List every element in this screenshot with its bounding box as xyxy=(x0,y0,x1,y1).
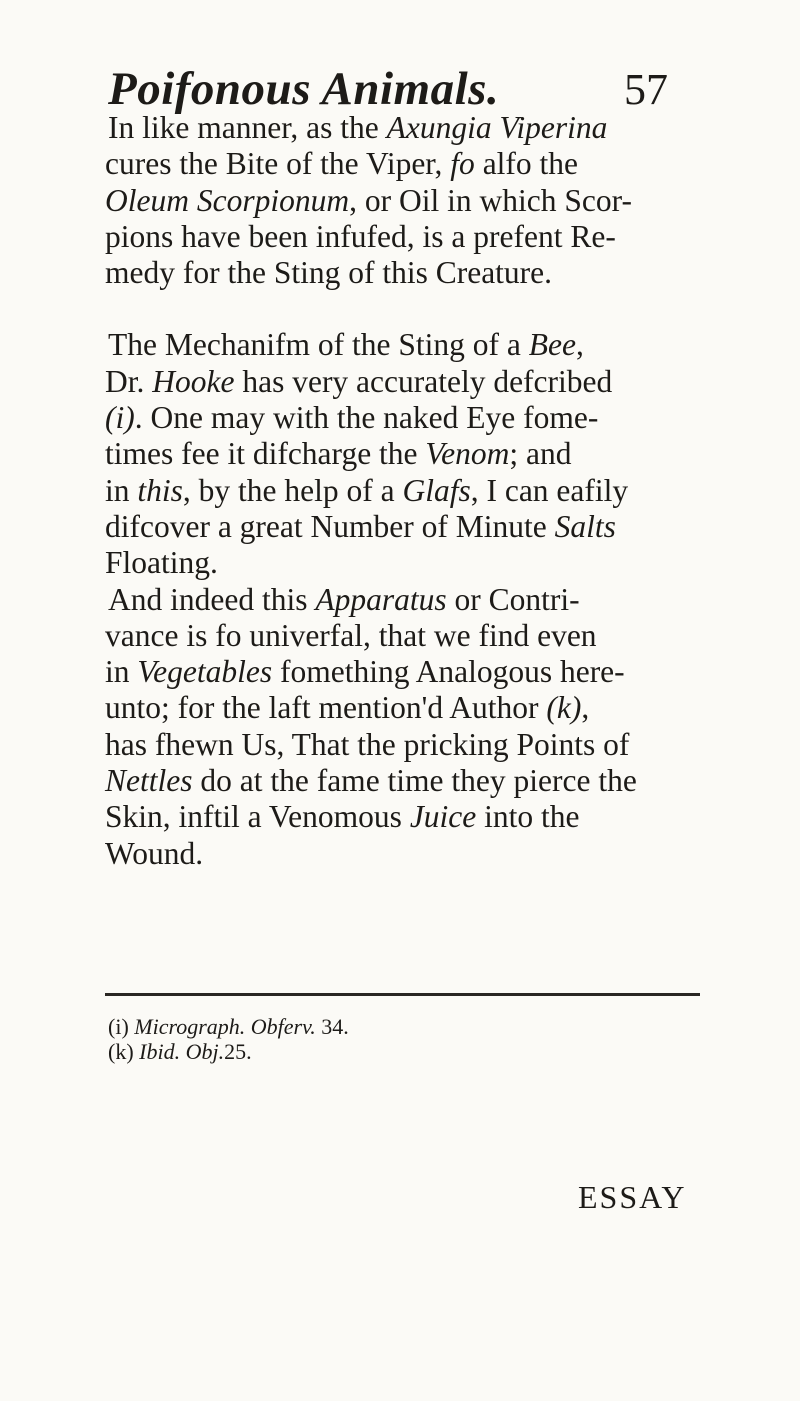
text-run: (i) xyxy=(108,1014,135,1039)
text-run: , by the help of a xyxy=(182,472,403,508)
footnote xyxy=(108,1039,349,1064)
italic-text: Bee xyxy=(528,327,576,363)
italic-text: Micrograph. Obferv. xyxy=(134,1014,316,1039)
italic-text: (i) xyxy=(105,400,135,436)
body-text xyxy=(105,110,700,872)
paragraph xyxy=(105,582,700,872)
text-line xyxy=(105,618,700,654)
text-line xyxy=(105,146,700,182)
text-run: in xyxy=(105,654,138,690)
text-run: Skin, inftil a Venomous xyxy=(105,799,410,835)
text-line xyxy=(105,509,700,545)
paragraph-spacer xyxy=(105,291,700,327)
italic-text: Salts xyxy=(554,508,616,544)
text-run: Wound. xyxy=(105,835,204,871)
text-line xyxy=(105,654,700,690)
text-run: has fhewn Us, That the pricking Points of xyxy=(105,726,630,762)
footnote xyxy=(108,1014,349,1039)
italic-text: Oleum Scorpionum xyxy=(105,182,350,218)
text-run: vance is fo univerfal, that we find even xyxy=(105,617,597,653)
footnotes xyxy=(108,1014,349,1064)
text-run: , xyxy=(575,327,584,363)
italic-text: Vegetables xyxy=(137,654,273,690)
paragraph xyxy=(105,327,700,581)
text-run: medy for the Sting of this Creature. xyxy=(105,255,553,291)
text-run: fomething Analogous here- xyxy=(272,654,625,690)
text-run: cures the Bite of the Viper, xyxy=(105,146,451,182)
text-run: has very accurately defcribed xyxy=(234,363,613,399)
running-title: Poifonous Animals. xyxy=(108,63,500,115)
text-run: , xyxy=(581,690,590,726)
text-run: In like manner, as the xyxy=(108,110,387,145)
text-run: unto; for the laft mention'd Author xyxy=(105,690,547,726)
catchword: ESSAY xyxy=(578,1179,687,1215)
text-run: 34. xyxy=(315,1014,349,1039)
text-line xyxy=(105,727,700,763)
text-line xyxy=(105,545,700,581)
italic-text: Nettles xyxy=(105,763,193,799)
text-run: , I can eafily xyxy=(470,472,629,508)
text-run: do at the fame time they pierce the xyxy=(192,763,637,799)
text-run: , or Oil in which Scor- xyxy=(349,182,632,218)
page-number: 57 xyxy=(624,65,668,114)
text-line xyxy=(105,364,700,400)
text-line xyxy=(105,690,700,726)
text-line xyxy=(105,836,700,872)
text-run: Dr. xyxy=(105,363,153,399)
text-run: (k) xyxy=(108,1039,140,1064)
text-line xyxy=(105,400,700,436)
text-line xyxy=(105,110,700,146)
text-line xyxy=(105,473,700,509)
footnote-divider xyxy=(105,993,700,996)
italic-text: Venom xyxy=(425,436,510,472)
text-line xyxy=(105,219,700,255)
text-run: difcover a great Number of Minute xyxy=(105,508,555,544)
text-run: in xyxy=(105,472,138,508)
text-run: The Mechanifm of the Sting of a xyxy=(108,327,529,363)
italic-text: Axungia Viperina xyxy=(386,110,608,145)
text-run: or Contri- xyxy=(446,581,580,617)
text-line xyxy=(105,327,700,363)
text-run: alfo the xyxy=(474,146,579,182)
text-line xyxy=(105,183,700,219)
italic-text: Glafs xyxy=(402,472,471,508)
italic-text: Hooke xyxy=(152,363,235,399)
italic-text: this xyxy=(137,472,183,508)
text-run: . One may with the naked Eye fome- xyxy=(134,400,599,436)
text-run: 25. xyxy=(224,1039,252,1064)
text-line xyxy=(105,255,700,291)
text-line xyxy=(105,763,700,799)
italic-text: Ibid. Obj. xyxy=(139,1039,225,1064)
text-line xyxy=(105,582,700,618)
text-run: into the xyxy=(476,799,580,835)
text-run: And indeed this xyxy=(108,581,316,617)
paragraph xyxy=(105,110,700,291)
italic-text: fo xyxy=(450,146,475,182)
italic-text: Juice xyxy=(409,799,477,835)
text-run: Floating. xyxy=(105,545,218,581)
text-run: pions have been infufed, is a prefent Re- xyxy=(105,218,616,254)
text-line xyxy=(105,436,700,472)
text-run: times fee it difcharge the xyxy=(105,436,426,472)
text-line xyxy=(105,799,700,835)
text-run: ; and xyxy=(509,436,572,472)
italic-text: Apparatus xyxy=(315,581,447,617)
italic-text: (k) xyxy=(546,690,582,726)
